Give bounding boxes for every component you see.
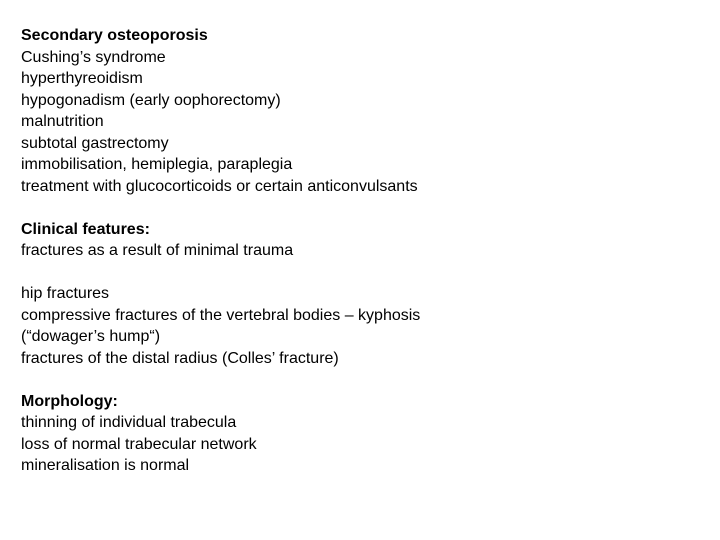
- clinical-section: [21, 219, 701, 370]
- secondary-item: treatment with glucocorticoids or certain anticonvulsants: [21, 177, 418, 195]
- clinical-item: hip fractures: [21, 285, 110, 302]
- morphology-item: loss of normal trabecular network: [21, 435, 257, 453]
- spacer: [21, 197, 701, 219]
- clinical-heading: Clinical features:: [21, 220, 150, 238]
- clinical-item: (“dowager’s hump“): [21, 328, 161, 345]
- secondary-item: hyperthyreoidism: [21, 70, 143, 87]
- secondary-item: immobilisation, hemiplegia, paraplegia: [21, 156, 293, 173]
- secondary-item: subtotal gastrectomy: [21, 134, 169, 152]
- secondary-item: Cushing’s syndrome: [21, 48, 166, 66]
- clinical-item: fractures of the distal radius (Colles’ fracture): [21, 349, 339, 367]
- morphology-section: [21, 391, 701, 477]
- slide-content: [21, 25, 701, 477]
- clinical-intro: fractures as a result of minimal trauma: [21, 242, 294, 259]
- secondary-heading: Secondary osteoporosis: [21, 27, 208, 44]
- morphology-item: mineralisation is normal: [21, 457, 190, 474]
- secondary-item: malnutrition: [21, 113, 104, 130]
- spacer: [21, 262, 701, 284]
- morphology-heading: Morphology:: [21, 392, 118, 410]
- morphology-item: thinning of individual trabecula: [21, 414, 237, 431]
- clinical-item: compressive fractures of the vertebral bodies – kyphosis: [21, 306, 421, 324]
- spacer: [21, 369, 701, 391]
- secondary-section: [21, 25, 701, 197]
- secondary-item: hypogonadism (early oophorectomy): [21, 91, 281, 109]
